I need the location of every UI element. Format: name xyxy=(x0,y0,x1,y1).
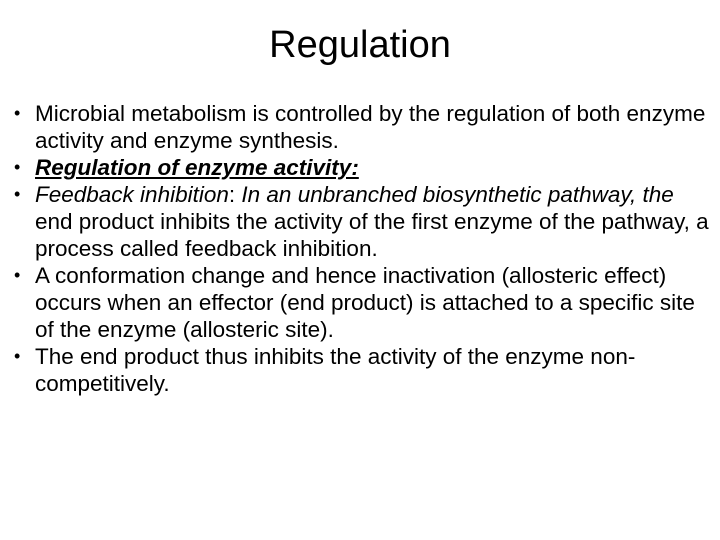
section-heading: Regulation of enzyme activity: xyxy=(35,155,359,180)
list-item xyxy=(12,343,712,397)
term-label: Feedback inhibition xyxy=(35,182,229,207)
bullet-dot-icon: • xyxy=(14,265,21,285)
bullet-dot-icon: • xyxy=(14,157,21,177)
bullet-text: end product inhibits the activity of the first enzyme of the pathway, a process called feedback inhibition. xyxy=(35,209,709,261)
bullet-text: The end product thus inhibits the activity of the enzyme non-competitively. xyxy=(35,344,636,396)
bullet-text: A conformation change and hence inactivation (allosteric effect) occurs when an effector (end product) is attached to a specific site of the enzyme (allosteric site). xyxy=(35,263,695,342)
list-item xyxy=(12,181,712,262)
list-item xyxy=(12,262,712,343)
slide-title: Regulation xyxy=(269,24,451,66)
list-item xyxy=(12,154,712,181)
bullet-text: Microbial metabolism is controlled by the regulation of both enzyme activity and enzyme synthesis. xyxy=(35,101,706,153)
bullet-dot-icon: • xyxy=(14,184,21,204)
bullet-italic-text: In an unbranched biosynthetic pathway, the xyxy=(241,182,674,207)
bullet-dot-icon: • xyxy=(14,346,21,366)
bullet-list xyxy=(12,100,712,397)
list-item xyxy=(12,100,712,154)
bullet-dot-icon: • xyxy=(14,103,21,123)
term-separator: : xyxy=(228,182,242,207)
